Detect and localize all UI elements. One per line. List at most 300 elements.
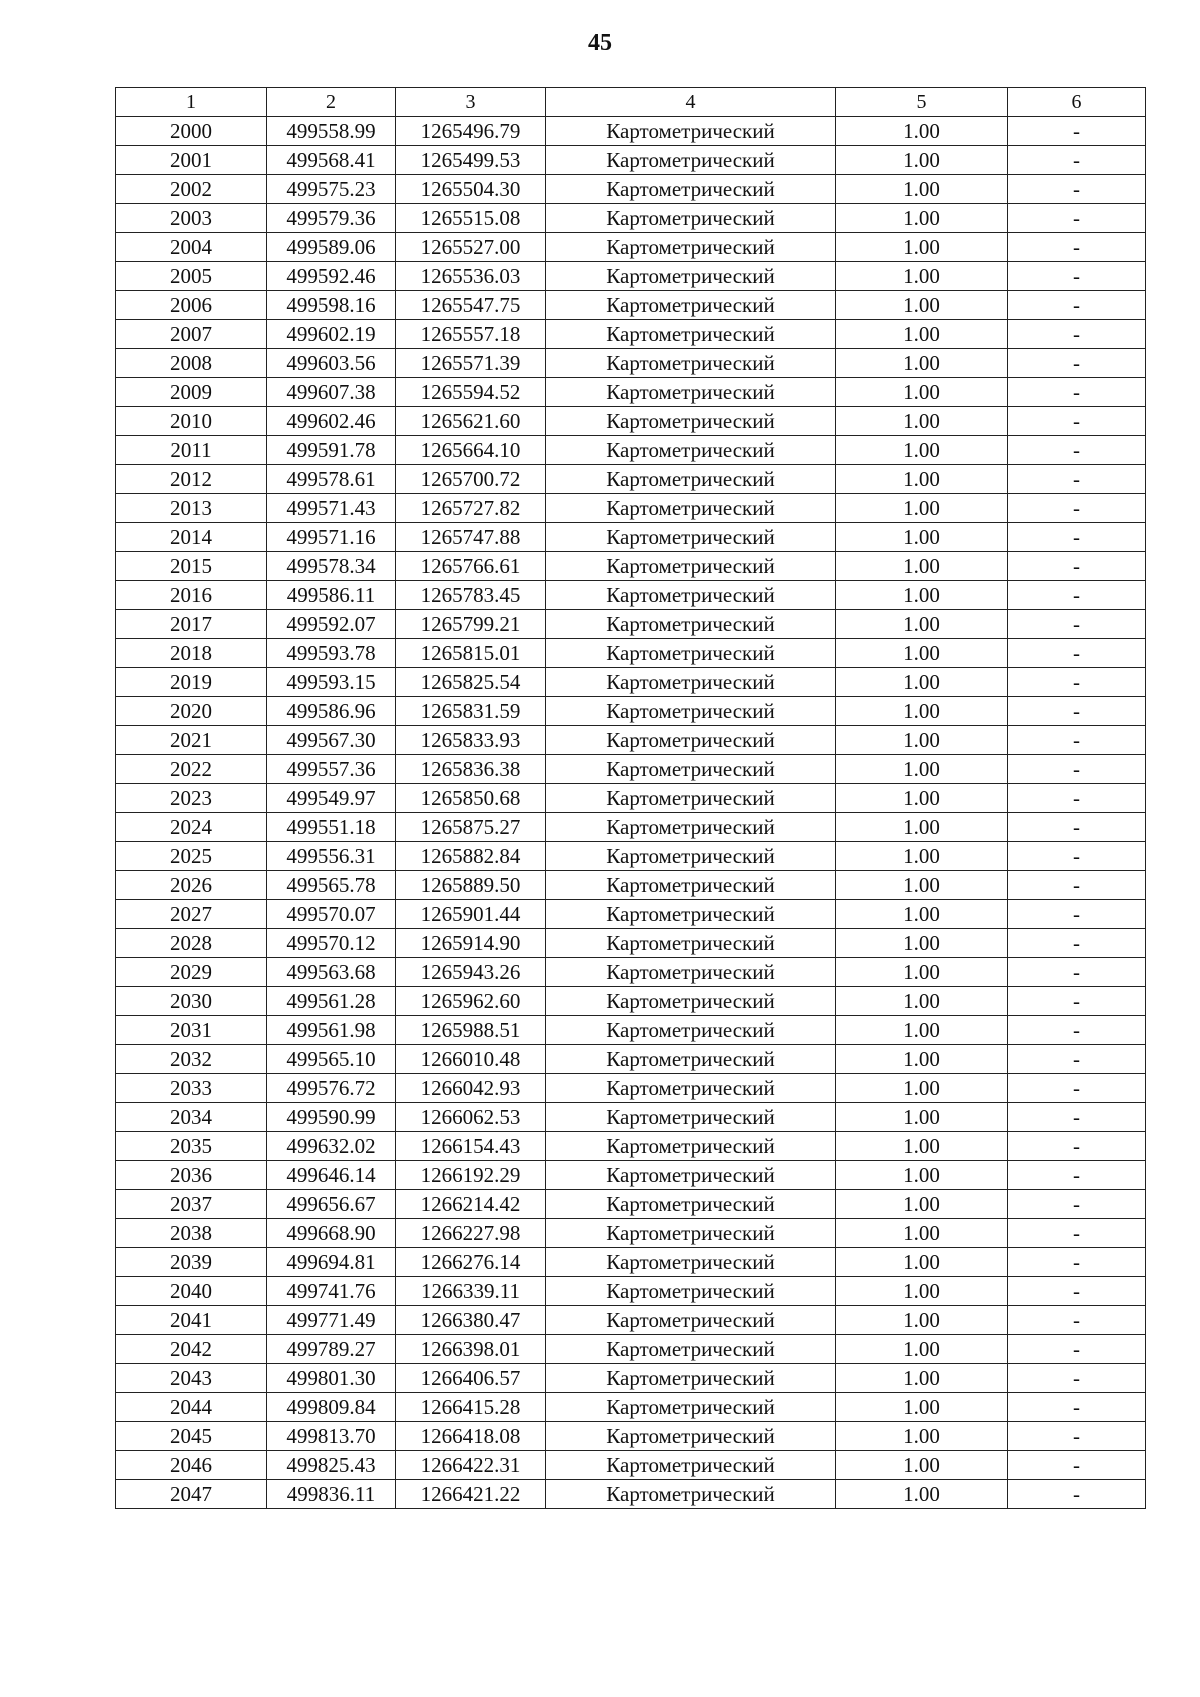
y-coordinate-cell: 1265499.53 <box>396 146 546 175</box>
table-row <box>116 900 1146 929</box>
point-number-cell: 2000 <box>116 117 267 146</box>
point-number-cell: 2042 <box>116 1335 267 1364</box>
y-coordinate-cell: 1266214.42 <box>396 1190 546 1219</box>
method-cell: Картометрический <box>546 175 836 204</box>
x-coordinate-cell: 499809.84 <box>267 1393 396 1422</box>
point-number-cell: 2006 <box>116 291 267 320</box>
y-coordinate-cell: 1266421.22 <box>396 1480 546 1509</box>
method-cell: Картометрический <box>546 900 836 929</box>
x-coordinate-cell: 499589.06 <box>267 233 396 262</box>
point-number-cell: 2026 <box>116 871 267 900</box>
accuracy-cell: 1.00 <box>836 349 1008 378</box>
method-cell: Картометрический <box>546 871 836 900</box>
accuracy-cell: 1.00 <box>836 523 1008 552</box>
y-coordinate-cell: 1265962.60 <box>396 987 546 1016</box>
x-coordinate-cell: 499549.97 <box>267 784 396 813</box>
method-cell: Картометрический <box>546 1074 836 1103</box>
note-cell: - <box>1008 1103 1146 1132</box>
accuracy-cell: 1.00 <box>836 610 1008 639</box>
accuracy-cell: 1.00 <box>836 233 1008 262</box>
y-coordinate-cell: 1266227.98 <box>396 1219 546 1248</box>
accuracy-cell: 1.00 <box>836 1016 1008 1045</box>
accuracy-cell: 1.00 <box>836 436 1008 465</box>
note-cell: - <box>1008 697 1146 726</box>
y-coordinate-cell: 1265799.21 <box>396 610 546 639</box>
y-coordinate-cell: 1265766.61 <box>396 552 546 581</box>
note-cell: - <box>1008 1074 1146 1103</box>
note-cell: - <box>1008 204 1146 233</box>
method-cell: Картометрический <box>546 1103 836 1132</box>
y-coordinate-cell: 1265850.68 <box>396 784 546 813</box>
x-coordinate-cell: 499801.30 <box>267 1364 396 1393</box>
point-number-cell: 2007 <box>116 320 267 349</box>
y-coordinate-cell: 1265527.00 <box>396 233 546 262</box>
note-cell: - <box>1008 668 1146 697</box>
y-coordinate-cell: 1265875.27 <box>396 813 546 842</box>
note-cell: - <box>1008 436 1146 465</box>
point-number-cell: 2046 <box>116 1451 267 1480</box>
note-cell: - <box>1008 1045 1146 1074</box>
note-cell: - <box>1008 958 1146 987</box>
y-coordinate-cell: 1266154.43 <box>396 1132 546 1161</box>
accuracy-cell: 1.00 <box>836 784 1008 813</box>
accuracy-cell: 1.00 <box>836 1248 1008 1277</box>
table-row <box>116 1422 1146 1451</box>
table-row <box>116 1364 1146 1393</box>
y-coordinate-cell: 1265783.45 <box>396 581 546 610</box>
accuracy-cell: 1.00 <box>836 1045 1008 1074</box>
y-coordinate-cell: 1265889.50 <box>396 871 546 900</box>
point-number-cell: 2031 <box>116 1016 267 1045</box>
point-number-cell: 2013 <box>116 494 267 523</box>
method-cell: Картометрический <box>546 349 836 378</box>
method-cell: Картометрический <box>546 813 836 842</box>
x-coordinate-cell: 499668.90 <box>267 1219 396 1248</box>
x-coordinate-cell: 499603.56 <box>267 349 396 378</box>
note-cell: - <box>1008 726 1146 755</box>
method-cell: Картометрический <box>546 610 836 639</box>
y-coordinate-cell: 1265504.30 <box>396 175 546 204</box>
accuracy-cell: 1.00 <box>836 1277 1008 1306</box>
table-row <box>116 1161 1146 1190</box>
method-cell: Картометрический <box>546 1132 836 1161</box>
point-number-cell: 2027 <box>116 900 267 929</box>
method-cell: Картометрический <box>546 1190 836 1219</box>
note-cell: - <box>1008 320 1146 349</box>
point-number-cell: 2036 <box>116 1161 267 1190</box>
method-cell: Картометрический <box>546 233 836 262</box>
note-cell: - <box>1008 784 1146 813</box>
point-number-cell: 2011 <box>116 436 267 465</box>
accuracy-cell: 1.00 <box>836 1422 1008 1451</box>
x-coordinate-cell: 499590.99 <box>267 1103 396 1132</box>
accuracy-cell: 1.00 <box>836 407 1008 436</box>
method-cell: Картометрический <box>546 1016 836 1045</box>
accuracy-cell: 1.00 <box>836 1306 1008 1335</box>
table-row <box>116 1219 1146 1248</box>
table-row <box>116 552 1146 581</box>
note-cell: - <box>1008 1393 1146 1422</box>
table-row <box>116 1074 1146 1103</box>
y-coordinate-cell: 1266062.53 <box>396 1103 546 1132</box>
table-row <box>116 1393 1146 1422</box>
x-coordinate-cell: 499586.96 <box>267 697 396 726</box>
x-coordinate-cell: 499556.31 <box>267 842 396 871</box>
x-coordinate-cell: 499567.30 <box>267 726 396 755</box>
point-number-cell: 2034 <box>116 1103 267 1132</box>
method-cell: Картометрический <box>546 1451 836 1480</box>
method-cell: Картометрический <box>546 494 836 523</box>
y-coordinate-cell: 1265833.93 <box>396 726 546 755</box>
note-cell: - <box>1008 755 1146 784</box>
y-coordinate-cell: 1265815.01 <box>396 639 546 668</box>
x-coordinate-cell: 499771.49 <box>267 1306 396 1335</box>
table-row <box>116 175 1146 204</box>
point-number-cell: 2005 <box>116 262 267 291</box>
table-row <box>116 610 1146 639</box>
y-coordinate-cell: 1266339.11 <box>396 1277 546 1306</box>
table-row <box>116 117 1146 146</box>
y-coordinate-cell: 1265914.90 <box>396 929 546 958</box>
method-cell: Картометрический <box>546 1364 836 1393</box>
note-cell: - <box>1008 1016 1146 1045</box>
accuracy-cell: 1.00 <box>836 813 1008 842</box>
y-coordinate-cell: 1265988.51 <box>396 1016 546 1045</box>
note-cell: - <box>1008 233 1146 262</box>
x-coordinate-cell: 499565.10 <box>267 1045 396 1074</box>
y-coordinate-cell: 1265594.52 <box>396 378 546 407</box>
accuracy-cell: 1.00 <box>836 204 1008 233</box>
accuracy-cell: 1.00 <box>836 1074 1008 1103</box>
note-cell: - <box>1008 581 1146 610</box>
table-row <box>116 581 1146 610</box>
note-cell: - <box>1008 175 1146 204</box>
point-number-cell: 2017 <box>116 610 267 639</box>
point-number-cell: 2040 <box>116 1277 267 1306</box>
x-coordinate-cell: 499576.72 <box>267 1074 396 1103</box>
column-header: 6 <box>1008 88 1146 117</box>
point-number-cell: 2035 <box>116 1132 267 1161</box>
method-cell: Картометрический <box>546 523 836 552</box>
table-header-row <box>116 88 1146 117</box>
note-cell: - <box>1008 262 1146 291</box>
method-cell: Картометрический <box>546 436 836 465</box>
table-row <box>116 204 1146 233</box>
point-number-cell: 2012 <box>116 465 267 494</box>
note-cell: - <box>1008 1335 1146 1364</box>
point-number-cell: 2032 <box>116 1045 267 1074</box>
method-cell: Картометрический <box>546 929 836 958</box>
note-cell: - <box>1008 871 1146 900</box>
method-cell: Картометрический <box>546 407 836 436</box>
x-coordinate-cell: 499656.67 <box>267 1190 396 1219</box>
method-cell: Картометрический <box>546 1393 836 1422</box>
method-cell: Картометрический <box>546 1045 836 1074</box>
x-coordinate-cell: 499607.38 <box>267 378 396 407</box>
x-coordinate-cell: 499561.28 <box>267 987 396 1016</box>
y-coordinate-cell: 1265943.26 <box>396 958 546 987</box>
accuracy-cell: 1.00 <box>836 1480 1008 1509</box>
table-row <box>116 233 1146 262</box>
point-number-cell: 2028 <box>116 929 267 958</box>
method-cell: Картометрический <box>546 1219 836 1248</box>
table-row <box>116 929 1146 958</box>
method-cell: Картометрический <box>546 581 836 610</box>
accuracy-cell: 1.00 <box>836 871 1008 900</box>
y-coordinate-cell: 1266422.31 <box>396 1451 546 1480</box>
table-row <box>116 378 1146 407</box>
accuracy-cell: 1.00 <box>836 1161 1008 1190</box>
point-number-cell: 2004 <box>116 233 267 262</box>
method-cell: Картометрический <box>546 1248 836 1277</box>
table-row <box>116 1016 1146 1045</box>
note-cell: - <box>1008 117 1146 146</box>
point-number-cell: 2001 <box>116 146 267 175</box>
accuracy-cell: 1.00 <box>836 755 1008 784</box>
method-cell: Картометрический <box>546 1335 836 1364</box>
table-row <box>116 726 1146 755</box>
method-cell: Картометрический <box>546 1161 836 1190</box>
y-coordinate-cell: 1266418.08 <box>396 1422 546 1451</box>
note-cell: - <box>1008 1132 1146 1161</box>
x-coordinate-cell: 499646.14 <box>267 1161 396 1190</box>
point-number-cell: 2045 <box>116 1422 267 1451</box>
accuracy-cell: 1.00 <box>836 1219 1008 1248</box>
table-row <box>116 1132 1146 1161</box>
table-row <box>116 639 1146 668</box>
x-coordinate-cell: 499602.19 <box>267 320 396 349</box>
y-coordinate-cell: 1266406.57 <box>396 1364 546 1393</box>
y-coordinate-cell: 1265571.39 <box>396 349 546 378</box>
table-row <box>116 668 1146 697</box>
y-coordinate-cell: 1266415.28 <box>396 1393 546 1422</box>
x-coordinate-cell: 499741.76 <box>267 1277 396 1306</box>
x-coordinate-cell: 499592.07 <box>267 610 396 639</box>
table-row <box>116 494 1146 523</box>
method-cell: Картометрический <box>546 755 836 784</box>
point-number-cell: 2008 <box>116 349 267 378</box>
point-number-cell: 2019 <box>116 668 267 697</box>
point-number-cell: 2043 <box>116 1364 267 1393</box>
accuracy-cell: 1.00 <box>836 929 1008 958</box>
x-coordinate-cell: 499579.36 <box>267 204 396 233</box>
note-cell: - <box>1008 1364 1146 1393</box>
point-number-cell: 2018 <box>116 639 267 668</box>
accuracy-cell: 1.00 <box>836 262 1008 291</box>
note-cell: - <box>1008 1219 1146 1248</box>
y-coordinate-cell: 1265836.38 <box>396 755 546 784</box>
table-row <box>116 1277 1146 1306</box>
y-coordinate-cell: 1266380.47 <box>396 1306 546 1335</box>
accuracy-cell: 1.00 <box>836 291 1008 320</box>
column-header: 1 <box>116 88 267 117</box>
point-number-cell: 2044 <box>116 1393 267 1422</box>
accuracy-cell: 1.00 <box>836 146 1008 175</box>
table-row <box>116 755 1146 784</box>
accuracy-cell: 1.00 <box>836 581 1008 610</box>
x-coordinate-cell: 499591.78 <box>267 436 396 465</box>
accuracy-cell: 1.00 <box>836 552 1008 581</box>
accuracy-cell: 1.00 <box>836 1132 1008 1161</box>
note-cell: - <box>1008 378 1146 407</box>
x-coordinate-cell: 499825.43 <box>267 1451 396 1480</box>
method-cell: Картометрический <box>546 726 836 755</box>
note-cell: - <box>1008 1161 1146 1190</box>
note-cell: - <box>1008 146 1146 175</box>
method-cell: Картометрический <box>546 320 836 349</box>
x-coordinate-cell: 499578.34 <box>267 552 396 581</box>
y-coordinate-cell: 1265727.82 <box>396 494 546 523</box>
table-row <box>116 523 1146 552</box>
point-number-cell: 2025 <box>116 842 267 871</box>
table-row <box>116 407 1146 436</box>
table-row <box>116 1103 1146 1132</box>
y-coordinate-cell: 1265496.79 <box>396 117 546 146</box>
x-coordinate-cell: 499789.27 <box>267 1335 396 1364</box>
y-coordinate-cell: 1265664.10 <box>396 436 546 465</box>
coordinates-table <box>115 87 1146 1509</box>
accuracy-cell: 1.00 <box>836 1393 1008 1422</box>
y-coordinate-cell: 1265515.08 <box>396 204 546 233</box>
accuracy-cell: 1.00 <box>836 1103 1008 1132</box>
method-cell: Картометрический <box>546 668 836 697</box>
table-row <box>116 291 1146 320</box>
column-header: 4 <box>546 88 836 117</box>
note-cell: - <box>1008 349 1146 378</box>
method-cell: Картометрический <box>546 117 836 146</box>
column-header: 3 <box>396 88 546 117</box>
point-number-cell: 2015 <box>116 552 267 581</box>
accuracy-cell: 1.00 <box>836 987 1008 1016</box>
y-coordinate-cell: 1266276.14 <box>396 1248 546 1277</box>
method-cell: Картометрический <box>546 378 836 407</box>
x-coordinate-cell: 499836.11 <box>267 1480 396 1509</box>
table-row <box>116 1480 1146 1509</box>
accuracy-cell: 1.00 <box>836 697 1008 726</box>
method-cell: Картометрический <box>546 1306 836 1335</box>
point-number-cell: 2030 <box>116 987 267 1016</box>
point-number-cell: 2022 <box>116 755 267 784</box>
point-number-cell: 2002 <box>116 175 267 204</box>
accuracy-cell: 1.00 <box>836 378 1008 407</box>
accuracy-cell: 1.00 <box>836 117 1008 146</box>
table-row <box>116 320 1146 349</box>
accuracy-cell: 1.00 <box>836 465 1008 494</box>
accuracy-cell: 1.00 <box>836 900 1008 929</box>
table-row <box>116 1045 1146 1074</box>
method-cell: Картометрический <box>546 1480 836 1509</box>
y-coordinate-cell: 1265547.75 <box>396 291 546 320</box>
y-coordinate-cell: 1265882.84 <box>396 842 546 871</box>
x-coordinate-cell: 499571.16 <box>267 523 396 552</box>
table-body <box>116 88 1146 1509</box>
x-coordinate-cell: 499598.16 <box>267 291 396 320</box>
x-coordinate-cell: 499593.78 <box>267 639 396 668</box>
method-cell: Картометрический <box>546 204 836 233</box>
table-row <box>116 697 1146 726</box>
x-coordinate-cell: 499586.11 <box>267 581 396 610</box>
x-coordinate-cell: 499558.99 <box>267 117 396 146</box>
point-number-cell: 2014 <box>116 523 267 552</box>
accuracy-cell: 1.00 <box>836 1451 1008 1480</box>
accuracy-cell: 1.00 <box>836 175 1008 204</box>
point-number-cell: 2029 <box>116 958 267 987</box>
method-cell: Картометрический <box>546 639 836 668</box>
accuracy-cell: 1.00 <box>836 958 1008 987</box>
point-number-cell: 2020 <box>116 697 267 726</box>
table-row <box>116 784 1146 813</box>
accuracy-cell: 1.00 <box>836 842 1008 871</box>
note-cell: - <box>1008 1422 1146 1451</box>
x-coordinate-cell: 499592.46 <box>267 262 396 291</box>
note-cell: - <box>1008 465 1146 494</box>
note-cell: - <box>1008 813 1146 842</box>
y-coordinate-cell: 1266042.93 <box>396 1074 546 1103</box>
note-cell: - <box>1008 929 1146 958</box>
note-cell: - <box>1008 494 1146 523</box>
method-cell: Картометрический <box>546 146 836 175</box>
point-number-cell: 2010 <box>116 407 267 436</box>
note-cell: - <box>1008 1190 1146 1219</box>
method-cell: Картометрический <box>546 465 836 494</box>
x-coordinate-cell: 499632.02 <box>267 1132 396 1161</box>
x-coordinate-cell: 499561.98 <box>267 1016 396 1045</box>
point-number-cell: 2009 <box>116 378 267 407</box>
note-cell: - <box>1008 1306 1146 1335</box>
y-coordinate-cell: 1265536.03 <box>396 262 546 291</box>
accuracy-cell: 1.00 <box>836 320 1008 349</box>
accuracy-cell: 1.00 <box>836 1335 1008 1364</box>
x-coordinate-cell: 499557.36 <box>267 755 396 784</box>
table-row <box>116 842 1146 871</box>
method-cell: Картометрический <box>546 552 836 581</box>
point-number-cell: 2041 <box>116 1306 267 1335</box>
x-coordinate-cell: 499593.15 <box>267 668 396 697</box>
point-number-cell: 2047 <box>116 1480 267 1509</box>
y-coordinate-cell: 1265825.54 <box>396 668 546 697</box>
method-cell: Картометрический <box>546 784 836 813</box>
point-number-cell: 2037 <box>116 1190 267 1219</box>
y-coordinate-cell: 1265831.59 <box>396 697 546 726</box>
table-row <box>116 146 1146 175</box>
method-cell: Картометрический <box>546 291 836 320</box>
y-coordinate-cell: 1265747.88 <box>396 523 546 552</box>
note-cell: - <box>1008 987 1146 1016</box>
point-number-cell: 2033 <box>116 1074 267 1103</box>
table-row <box>116 1190 1146 1219</box>
accuracy-cell: 1.00 <box>836 726 1008 755</box>
x-coordinate-cell: 499570.07 <box>267 900 396 929</box>
table-row <box>116 436 1146 465</box>
method-cell: Картометрический <box>546 697 836 726</box>
method-cell: Картометрический <box>546 987 836 1016</box>
note-cell: - <box>1008 523 1146 552</box>
table-row <box>116 987 1146 1016</box>
y-coordinate-cell: 1265557.18 <box>396 320 546 349</box>
x-coordinate-cell: 499563.68 <box>267 958 396 987</box>
note-cell: - <box>1008 610 1146 639</box>
table-row <box>116 871 1146 900</box>
table-row <box>116 813 1146 842</box>
table-row <box>116 1248 1146 1277</box>
method-cell: Картометрический <box>546 262 836 291</box>
note-cell: - <box>1008 552 1146 581</box>
y-coordinate-cell: 1265621.60 <box>396 407 546 436</box>
x-coordinate-cell: 499570.12 <box>267 929 396 958</box>
y-coordinate-cell: 1265901.44 <box>396 900 546 929</box>
y-coordinate-cell: 1266010.48 <box>396 1045 546 1074</box>
x-coordinate-cell: 499575.23 <box>267 175 396 204</box>
